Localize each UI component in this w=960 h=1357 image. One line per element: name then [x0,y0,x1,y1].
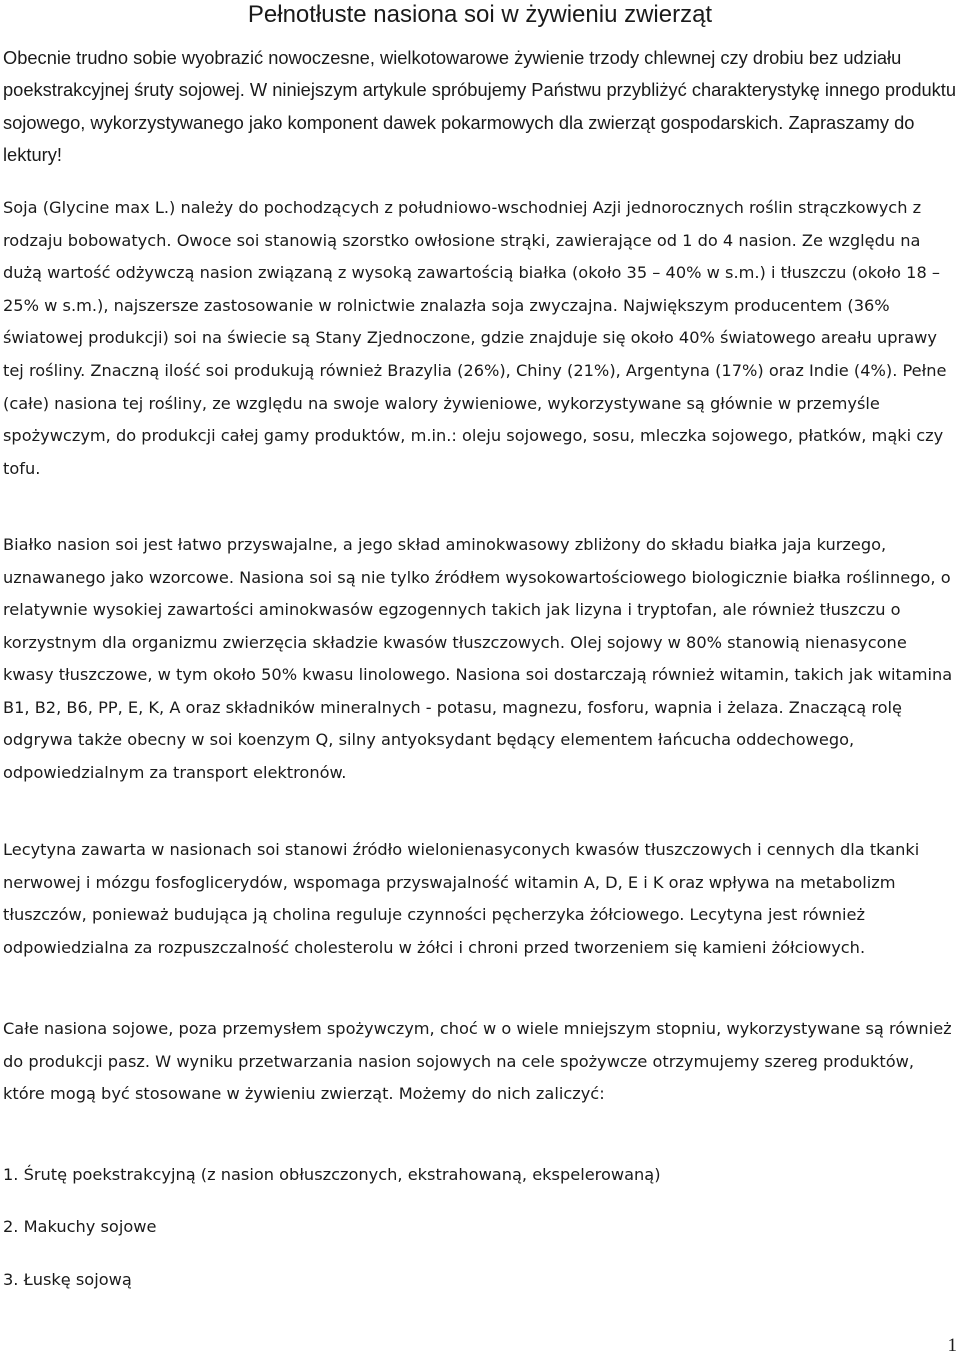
paragraph-soybean-overview: Soja (Glycine max L.) należy do pochodzących z południowo-wschodniej Azji jednorocznych roślin strączkowych z rodzaju bobowatych. Owoce soi stanowią szorstko owłosione strąki, zawierające od 1 do 4 nasion. Ze względu na dużą wartość odżywczą nasion związaną z wysoką zawartością białka (około 35 – 40% w s.m.) i tłuszczu (około 18 – 25% w s.m.), najszersze zastosowanie w rolnictwie znalazła soja zwyczajna. Największym producentem (36% światowej produkcji) soi na świecie są Stany Zjednoczone, gdzie znajduje się około 40% światowego areału uprawy tej rośliny. Znaczną ilość soi produkują również Brazylia (26%), Chiny (21%), Argentyna (17%) oraz Indie (4%). Pełne (całe) nasiona tej rośliny, ze względu na swoje walory żywieniowe, wykorzystywane są głównie w przemyśle spożywczym, do produkcji całej gamy produktów, m.in.: oleju sojowego, sosu, mleczka sojowego, płatków, mąki czy tofu. [3,198,947,478]
page-number: 1 [947,1335,957,1356]
paragraph-feed-use: Całe nasiona sojowe, poza przemysłem spożywczym, choć w o wiele mniejszym stopniu, wykorzystywane są również do produkcji pasz. W wyniku przetwarzania nasion sojowych na cele spożywcze otrzymujemy szereg produktów, które mogą być stosowane w żywieniu zwierząt. Możemy do nich zaliczyć: [3,1019,952,1104]
paragraph-lecithin: Lecytyna zawarta w nasionach soi stanowi źródło wielonienasyconych kwasów tłuszczowych i cennych dla tkanki nerwowej i mózgu fosfoglicerydów, wspomaga przyswajalność witamin A, D, E i K oraz wpływa na metabolizm tłuszczów, ponieważ budująca ją cholina reguluje czynności pęcherzyka żółciowego. Lecytyna jest również odpowiedzialna za rozpuszczalność cholesterolu w żółci i chroni przed tworzeniem się kamieni żółciowych. [3,840,920,957]
paragraph-protein-nutrients: Białko nasion soi jest łatwo przyswajalne, a jego skład aminokwasowy zbliżony do składu białka jaja kurzego, uznawanego jako wzorcowe. Nasiona soi są nie tylko źródłem wysokowartościowego biologicznie białka roślinnego, o relatywnie wysokiej zawartości aminokwasów egzogennych takich jak lizyna i tryptofan, ale również tłuszczu o korzystnym dla organizmu zwierzęcia składzie kwasów tłuszczowych. Olej sojowy w 80% stanowią nienasycone kwasy tłuszczowe, w tym około 50% kwasu linolowego. Nasiona soi dostarczają również witamin, takich jak witamina B1, B2, B6, PP, E, K, A oraz składników mineralnych - potasu, magnezu, fosforu, wapnia i żelaza. Znaczącą rolę odgrywa także obecny w soi koenzym Q, silny antyoksydant będący elementem łańcucha oddechowego, odpowiedzialnym za transport elektronów. [3,535,953,782]
intro-paragraph: Obecnie trudno sobie wyobrazić nowoczesne, wielkotowarowe żywienie trzody chlewnej czy drobiu bez udziału poekstrakcyjnej śruty sojowej. W niniejszym artykule spróbujemy Państwu przybliżyć charakterystykę innego produktu sojowego, wykorzystywanego jako komponent dawek pokarmowych dla zwierząt gospodarskich. Zapraszamy do lektury! [3,47,957,166]
list-item: 2. Makuchy sojowe [3,1217,157,1236]
list-item: 3. Łuskę sojową [3,1270,132,1289]
list-item: 1. Śrutę poekstrakcyjną (z nasion obłuszczonych, ekstrahowaną, ekspelerowaną) [3,1165,661,1184]
document-title: Pełnotłuste nasiona soi w żywieniu zwierząt [247,1,713,28]
